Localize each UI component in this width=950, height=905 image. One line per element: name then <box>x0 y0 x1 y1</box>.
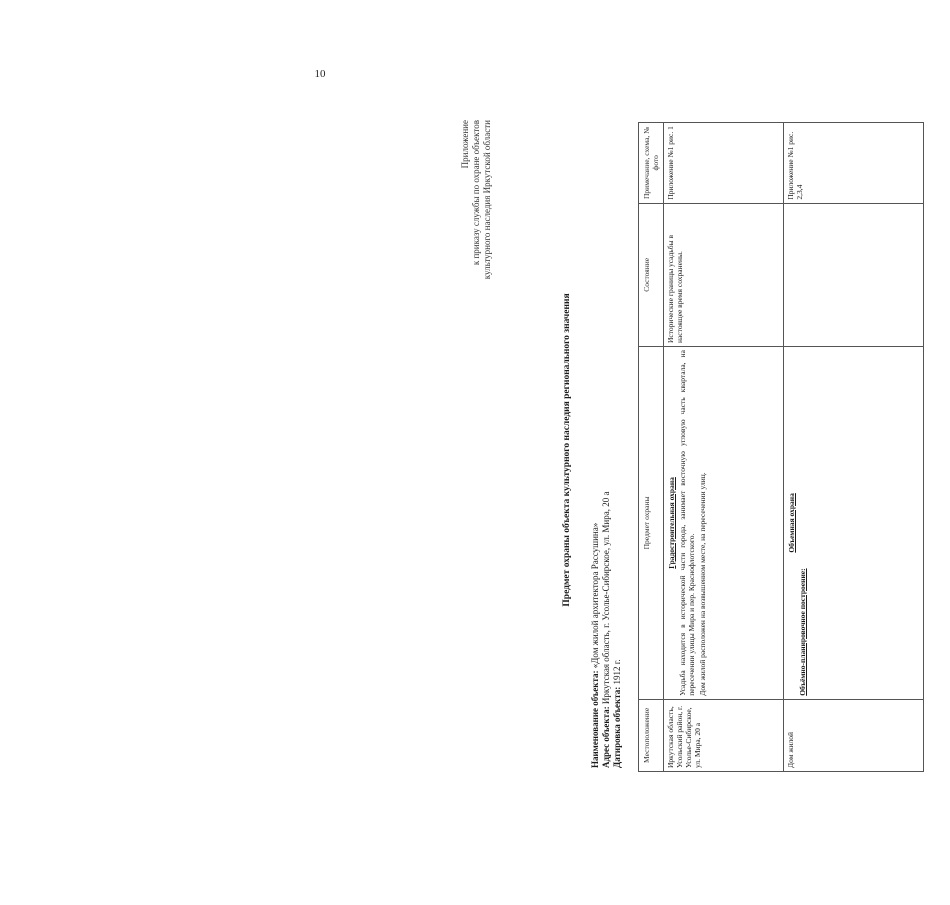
object-date: 1912 г. <box>612 659 622 685</box>
column-header-subject: Предмет охраны <box>639 347 664 700</box>
cell-location: Иркутская область, Усольский район, г. Усолье-Сибирское, ул. Мира, 20 а <box>664 699 784 771</box>
cell-subject <box>664 347 784 700</box>
rotated-document-body <box>450 110 950 790</box>
table-header-row <box>639 123 664 772</box>
object-name: «Дом жилой архитектора Рассушина» <box>590 522 600 669</box>
cell-state: Исторические границы усадьбы в настоящее время сохранены. <box>664 203 784 346</box>
cell-location: Дом жилой <box>784 699 924 771</box>
cell-state <box>784 203 924 346</box>
cell-note: Приложение №1 рис. 1 <box>664 123 784 204</box>
document-title: Предмет охраны объекта культурного наследия регионального значения <box>562 293 572 607</box>
appendix-line: Приложение <box>460 120 470 169</box>
cell-subject <box>784 347 924 700</box>
protection-subject-table <box>638 122 924 772</box>
object-address-line: Адрес объекта: Иркутская область, г. Усолье-Сибирское, ул. Мира, 20 а <box>601 491 611 768</box>
object-name-line: Наименование объекта: «Дом жилой архитектора Рассушина» <box>590 522 600 768</box>
table-row <box>784 123 924 772</box>
object-address: Иркутская область, г. Усолье-Сибирское, ул. Мира, 20 а <box>601 491 611 705</box>
column-header-state: Состояние <box>639 203 664 346</box>
appendix-header <box>460 120 493 279</box>
column-header-location: Местоположение <box>639 699 664 771</box>
object-date-line: Датировка объекта: 1912 г. <box>612 659 622 768</box>
subject-heading: Объёмно-планировочное построение: <box>798 568 807 696</box>
column-header-note: Примечание, схема, № фото <box>639 123 664 204</box>
page-number: 10 <box>314 68 326 80</box>
appendix-line: к приказу службы по охране объектов <box>471 120 481 266</box>
subject-paragraph: Дом жилой расположен на возвышенном месте, на пересечении улиц. <box>698 472 707 696</box>
appendix-line: культурного наследия Иркутской области <box>482 120 492 280</box>
object-metadata <box>590 492 623 768</box>
cell-note: Приложение №1 рис. 2,3,4 <box>784 123 924 204</box>
section-heading: Градостроительная охрана <box>667 477 676 569</box>
table-row <box>664 123 784 772</box>
section-heading: Объемная охрана <box>787 493 796 553</box>
subject-paragraph: Усадьба находится в исторической части города, занимает восточную угловую часть квартала, на пересечении улицы Мира и пер. Краснофлотского. <box>678 350 696 696</box>
